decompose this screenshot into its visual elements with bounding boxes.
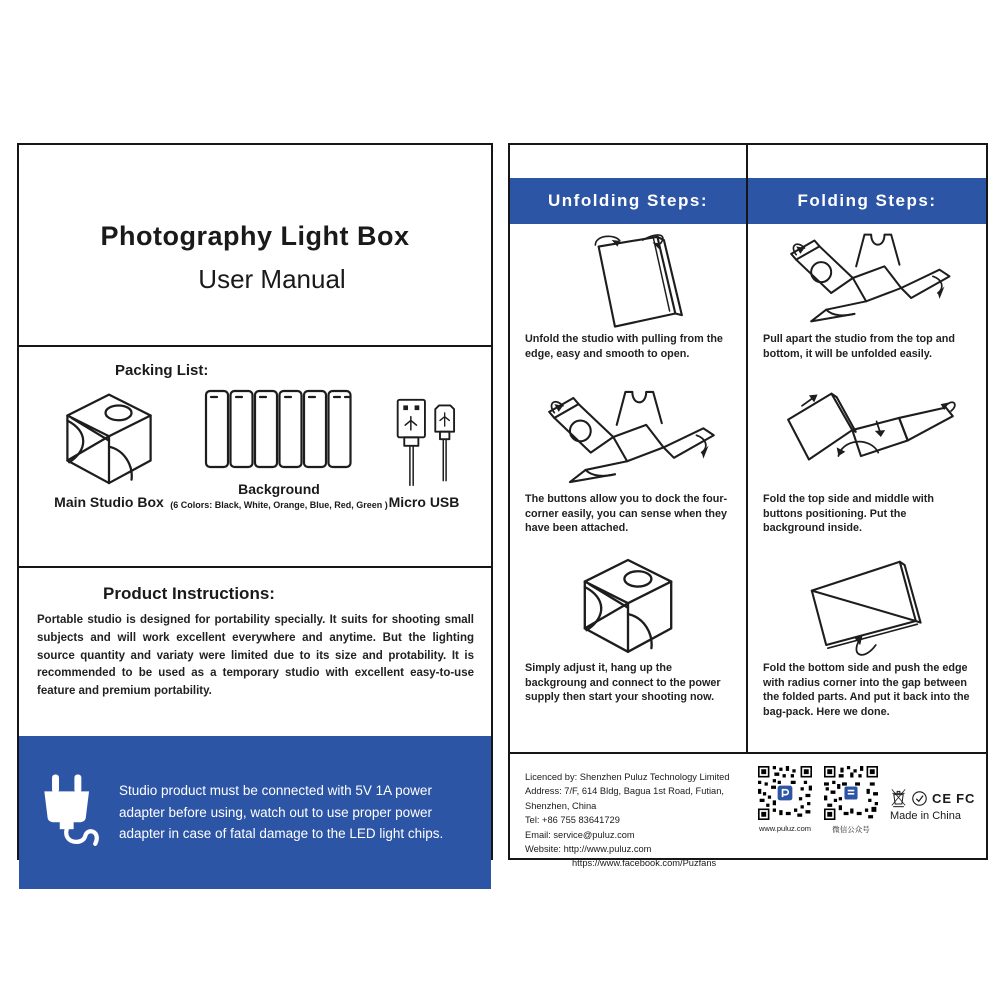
website-qr-code	[758, 766, 812, 820]
micro-usb-label: Micro USB	[388, 494, 460, 510]
wechat-qr-label: 微信公众号	[832, 825, 870, 834]
background-label: Background	[238, 481, 320, 497]
packing-items-row	[19, 381, 491, 510]
studio-box-icon	[57, 386, 161, 490]
unfold-step3-illustration	[510, 548, 746, 661]
qr-wechat-block	[824, 766, 878, 835]
background-cards-icon	[203, 381, 355, 477]
facebook-line: https://www.facebook.com/Puzfans	[572, 858, 717, 869]
power-warning-text: Studio product must be connected with 5V 1A power adapter before using, watch out to use proper power adapter in case of fatal damage to the LED light chips.	[119, 782, 444, 842]
product-instructions-body: Portable studio is designed for portability specially. It suits for shooting small subjects and will work excellent everywhere and anytime. But the lighting source quantity and variaty were limited due to its size and protability. It is recommended to be used as a temporary studio with excellent easy-to-use feature and premium portability.	[37, 614, 474, 698]
packing-list-heading: Packing List:	[115, 362, 209, 379]
made-in-china-label: Made in China	[890, 810, 961, 822]
unfolding-column	[510, 145, 748, 752]
product-instructions-heading: Product Instructions:	[103, 584, 275, 603]
page-subtitle: User Manual	[198, 264, 346, 294]
fold-step1-caption: Pull apart the studio from the top and bottom, it will be unfolded easily.	[763, 333, 955, 360]
footer	[510, 752, 986, 869]
packing-item-background	[170, 381, 388, 510]
manual-cover-page	[17, 143, 493, 860]
micro-usb-cable-icon	[391, 396, 457, 490]
unfold-step1-illustration	[510, 224, 746, 332]
fold-step3-caption: Fold the bottom side and push the edge with radius corner into the gap between the folded parts. And put it back into the bag-pack. Here we done.	[763, 662, 970, 718]
unfold-step2-caption: The buttons allow you to dock the four-corner easily, you can sense when they have been attached.	[525, 493, 728, 535]
plug-icon-wrap	[19, 771, 119, 855]
wechat-qr-code	[824, 766, 878, 820]
qr-website-block	[758, 766, 812, 833]
footer-right	[758, 754, 986, 858]
website-qr-label: www.puluz.com	[758, 824, 812, 833]
tel-line: Tel: +86 755 83641729	[525, 815, 620, 826]
power-warning-banner	[19, 736, 491, 889]
fold-step2-caption: Fold the top side and middle with buttons positioning. Put the background inside.	[763, 493, 934, 535]
title-section	[19, 145, 491, 347]
unfold-step1-caption: Unfold the studio with pulling from the edge, easy and smooth to open.	[525, 333, 723, 360]
address-line: Address: 7/F, 614 Bldg, Bagua 1st Road, Futian, Shenzhen, China	[525, 786, 724, 811]
packing-item-studio-box	[29, 386, 189, 510]
packing-item-micro-usb	[369, 396, 479, 510]
folding-header: Folding Steps:	[748, 178, 986, 224]
company-info	[510, 754, 758, 869]
fcc-mark: FC	[956, 790, 976, 806]
unfold-step3-caption: Simply adjust it, hang up the backgroung and connect to the power supply then start your shooting now.	[525, 662, 721, 704]
fold-step2-illustration	[748, 382, 986, 492]
background-colors-note: (6 Colors: Black, White, Orange, Blue, Red, Green )	[170, 500, 388, 510]
packing-list-section	[19, 362, 491, 568]
product-instructions-section	[19, 584, 491, 736]
studio-box-label: Main Studio Box	[54, 494, 164, 510]
certifications-block	[890, 788, 975, 822]
unfolding-header: Unfolding Steps:	[510, 178, 746, 224]
certification-check-icon	[911, 790, 928, 807]
manual-steps-page	[508, 143, 988, 869]
folding-column	[748, 145, 986, 752]
licence-line: Licenced by: Shenzhen Puluz Technology Limited	[525, 772, 730, 782]
unfold-step2-illustration	[510, 382, 746, 492]
weee-bin-icon	[890, 788, 907, 808]
website-line: Website: http://www.puluz.com	[525, 844, 652, 855]
ce-mark: CE	[932, 790, 953, 806]
page-title: Photography Light Box	[100, 221, 410, 251]
certification-marks-row	[890, 788, 975, 808]
fold-step3-illustration	[748, 548, 986, 661]
power-plug-icon	[32, 771, 106, 855]
email-line: Email: service@puluz.com	[525, 829, 635, 840]
fold-step1-illustration	[748, 224, 986, 332]
steps-columns	[510, 145, 986, 752]
